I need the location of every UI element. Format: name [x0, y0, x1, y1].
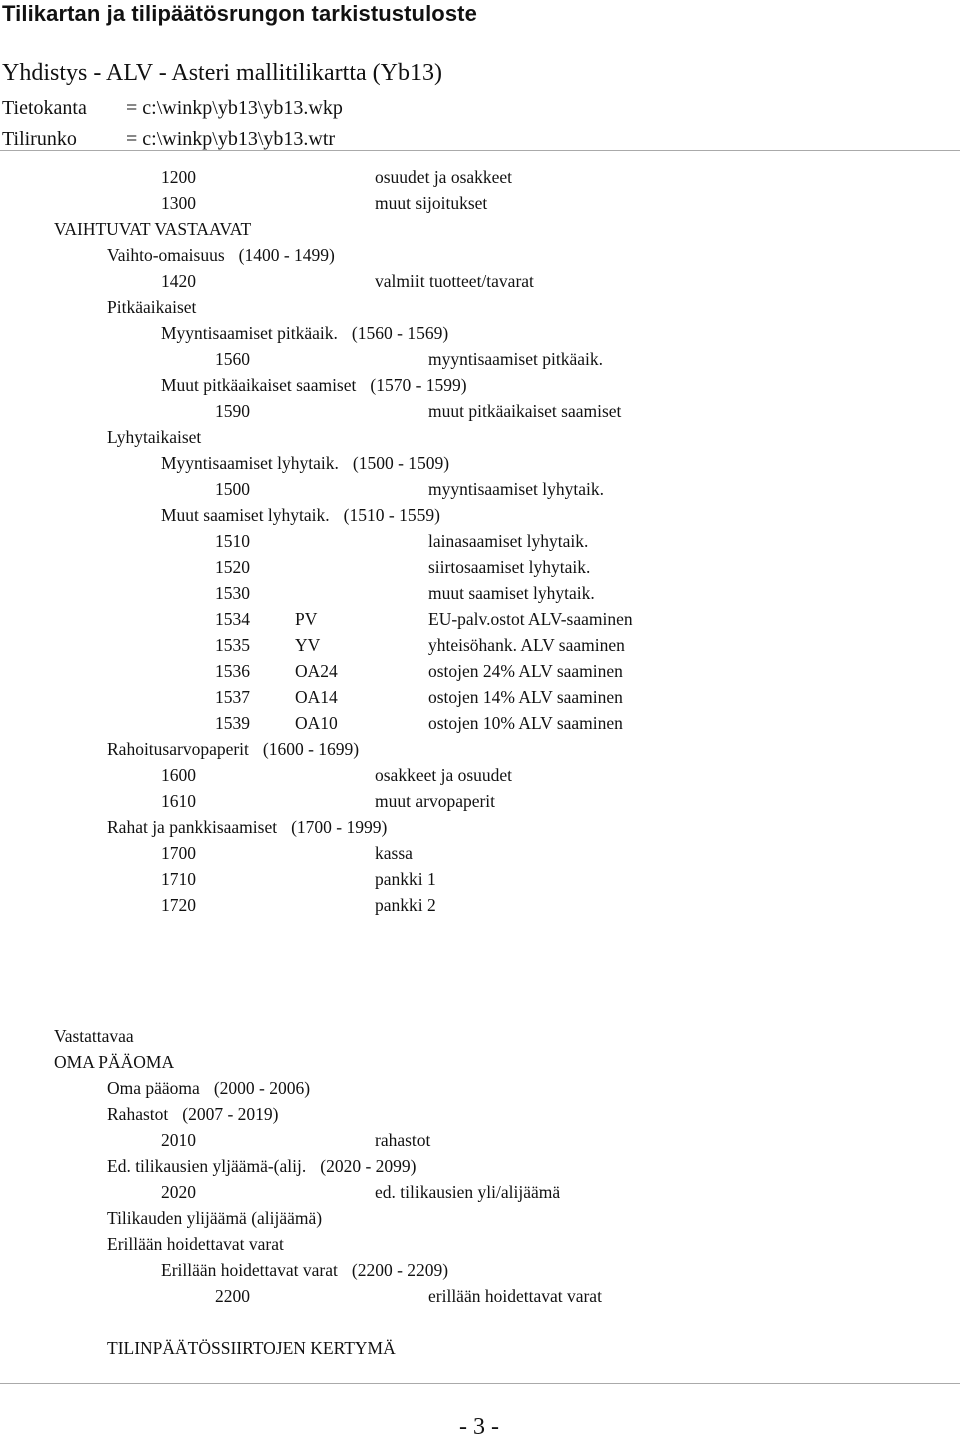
- page-number: - 3 -: [459, 1414, 499, 1440]
- account-name: kassa: [375, 843, 413, 863]
- section-heading: VAIHTUVAT VASTAAVAT: [54, 219, 252, 239]
- account-name: muut saamiset lyhytaik.: [428, 583, 595, 603]
- account-name: muut pitkäaikaiset saamiset: [428, 401, 622, 421]
- account-name: lainasaamiset lyhytaik.: [428, 531, 589, 551]
- account-name: ed. tilikausien yli/alijäämä: [375, 1182, 561, 1202]
- account-name: pankki 1: [375, 869, 436, 889]
- account-name: ostojen 24% ALV saaminen: [428, 661, 623, 681]
- group-heading: Oma pääoma: [107, 1078, 200, 1098]
- account-code: 1420: [161, 271, 196, 291]
- account-code: 1536: [215, 661, 250, 681]
- account-name: muut sijoitukset: [375, 193, 488, 213]
- account-code: 1539: [215, 713, 250, 733]
- account-code: 1590: [215, 401, 250, 421]
- account-range: (1700 - 1999): [291, 817, 388, 837]
- account-code: 1510: [215, 531, 250, 551]
- account-name: ostojen 14% ALV saaminen: [428, 687, 623, 707]
- database-name: Yhdistys - ALV - Asteri mallitilikartta (Yb13): [2, 60, 442, 86]
- account-range: (2007 - 2019): [182, 1104, 279, 1124]
- meta-label-chart: Tilirunko: [2, 128, 77, 150]
- vat-code: OA24: [295, 661, 338, 681]
- header-divider: [0, 150, 960, 151]
- group-heading: Pitkäaikaiset: [107, 297, 197, 317]
- account-code: 1500: [215, 479, 250, 499]
- account-code: 1560: [215, 349, 250, 369]
- group-heading: Muut saamiset lyhytaik.: [161, 505, 330, 525]
- meta-value-database: = c:\winkp\yb13\yb13.wkp: [126, 97, 343, 119]
- vat-code: YV: [295, 635, 321, 655]
- account-range: (1500 - 1509): [352, 453, 450, 473]
- account-code: 1530: [215, 583, 250, 603]
- account-name: ostojen 10% ALV saaminen: [428, 713, 623, 733]
- account-range: (2020 - 2099): [320, 1156, 417, 1176]
- account-code: 2010: [161, 1130, 196, 1150]
- account-code: 1534: [215, 609, 250, 629]
- account-range: (2200 - 2209): [351, 1260, 449, 1280]
- account-name: siirtosaamiset lyhytaik.: [428, 557, 591, 577]
- account-name: valmiit tuotteet/tavarat: [375, 271, 534, 291]
- group-heading: Erillään hoidettavat varat: [107, 1234, 284, 1254]
- group-heading: Tilikauden ylijäämä (alijäämä): [107, 1208, 323, 1228]
- account-code: 1720: [161, 895, 196, 915]
- account-range: (1510 - 1559): [343, 505, 440, 525]
- vat-code: OA14: [295, 687, 338, 707]
- section-heading: OMA PÄÄOMA: [54, 1052, 175, 1072]
- group-heading: Vaihto-omaisuus: [107, 245, 225, 265]
- group-heading: Ed. tilikausien yljäämä-(alij.: [107, 1156, 307, 1176]
- account-code: 2020: [161, 1182, 196, 1202]
- account-name: rahastot: [375, 1130, 431, 1150]
- group-heading: Myyntisaamiset pitkäaik.: [161, 323, 338, 343]
- account-name: myyntisaamiset pitkäaik.: [428, 349, 603, 369]
- group-heading: Erillään hoidettavat varat: [161, 1260, 338, 1280]
- group-heading: Rahoitusarvopaperit: [107, 739, 249, 759]
- account-range: (1600 - 1699): [262, 739, 360, 759]
- meta-label-database: Tietokanta: [2, 97, 87, 119]
- account-code: 1520: [215, 557, 250, 577]
- account-code: 2200: [215, 1286, 250, 1306]
- account-code: 1300: [161, 193, 196, 213]
- group-heading: Rahat ja pankkisaamiset: [107, 817, 278, 837]
- report-title: Tilikartan ja tilipäätösrungon tarkistustuloste: [2, 1, 477, 26]
- account-name: pankki 2: [375, 895, 436, 915]
- account-code: 1610: [161, 791, 196, 811]
- account-name: yhteisöhank. ALV saaminen: [428, 635, 625, 655]
- account-name: erillään hoidettavat varat: [428, 1286, 602, 1306]
- account-code: 1710: [161, 869, 196, 889]
- account-code: 1537: [215, 687, 250, 707]
- account-name: muut arvopaperit: [375, 791, 496, 811]
- account-range: (1560 - 1569): [351, 323, 449, 343]
- account-code: 1700: [161, 843, 196, 863]
- vat-code: PV: [295, 609, 318, 629]
- group-heading: Rahastot: [107, 1104, 169, 1124]
- account-code: 1535: [215, 635, 250, 655]
- closing-entries-heading: TILINPÄÄTÖSSIIRTOJEN KERTYMÄ: [107, 1338, 396, 1358]
- account-name: myyntisaamiset lyhytaik.: [428, 479, 604, 499]
- group-heading: Muut pitkäaikaiset saamiset: [161, 375, 357, 395]
- account-range: (2000 - 2006): [213, 1078, 311, 1098]
- meta-value-chart: = c:\winkp\yb13\yb13.wtr: [126, 128, 336, 150]
- footer-divider: [0, 1383, 960, 1384]
- group-heading: Myyntisaamiset lyhytaik.: [161, 453, 339, 473]
- account-code: 1200: [161, 167, 196, 187]
- vat-code: OA10: [295, 713, 338, 733]
- account-range: (1570 - 1599): [370, 375, 467, 395]
- account-name: osuudet ja osakkeet: [375, 167, 513, 187]
- account-range: (1400 - 1499): [238, 245, 335, 265]
- group-heading: Lyhytaikaiset: [107, 427, 202, 447]
- account-name: EU-palv.ostot ALV-saaminen: [428, 609, 633, 629]
- account-name: osakkeet ja osuudet: [375, 765, 513, 785]
- section-heading: Vastattavaa: [54, 1026, 134, 1046]
- account-code: 1600: [161, 765, 196, 785]
